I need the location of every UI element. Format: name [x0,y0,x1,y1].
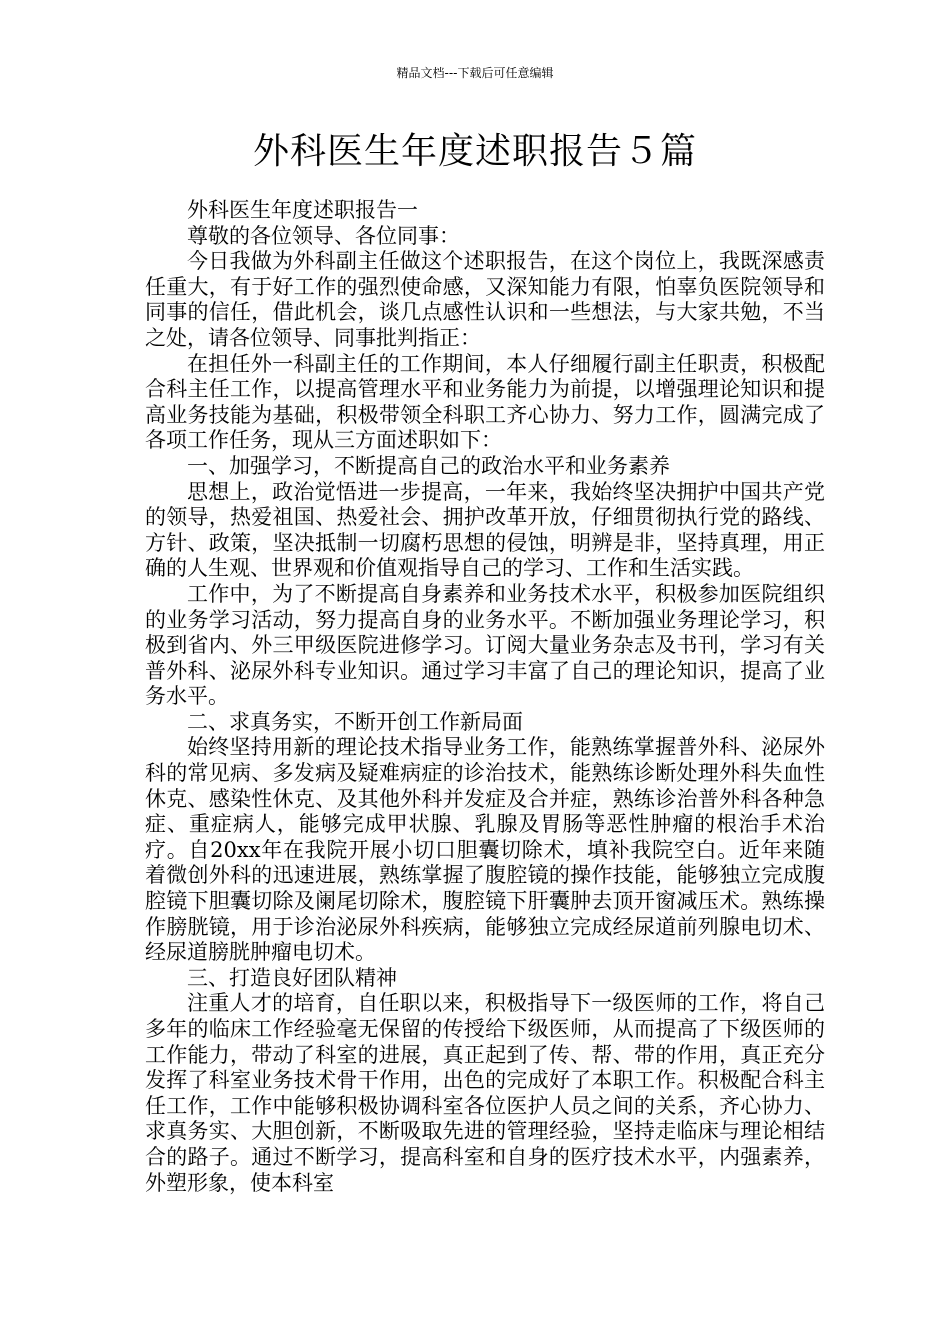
section-heading-report-one: 外科医生年度述职报告一 [187,198,418,222]
paragraph: 注重人才的培育，自任职以来，积极指导下一级医师的工作，将自己多年的临床工作经验毫无保留的传授给下级医师，从而提高了下级医师的工作能力，带动了科室的进展，真正起到了传、帮、带的作用，真正充分发挥了科室业务技术骨干作用，出色的完成好了本职工作。积极配合科主任工作，工作中能够积极协调科室各位医护人员之间的关系，齐心协力、求真务实、大胆创新，不断吸取先进的管理经验，坚持走临床与理论相结合的路子。通过不断学习，提高科室和自身的医疗技术水平，内强素养，外塑形象，使本科室 [145,991,825,1195]
paragraph: 工作中，为了不断提高自身素养和业务技术水平，积极参加医院组织的业务学习活动，努力提高自身的业务水平。不断加强业务理论学习，积极到省内、外三甲级医院进修学习。订阅大量业务杂志及书刊，学习有关普外科、泌尿外科专业知识。通过学习丰富了自己的理论知识，提高了业务水平。 [145,581,825,709]
paragraph: 始终坚持用新的理论技术指导业务工作，能熟练掌握普外科、泌尿外科的常见病、多发病及疑难病症的诊治技术，能熟练诊断处理外科失血性休克、感染性休克、及其他外科并发症及合并症，熟练诊治普外科各种急症、重症病人，能够完成甲状腺、乳腺及胃肠等恶性肿瘤的根治手术治疗。自20xx年在我院开展小切口胆囊切除术，填补我院空白。近年来随着微创外科的迅速进展，熟练掌握了腹腔镜的操作技能，能够独立完成腹腔镜下胆囊切除及阑尾切除术，腹腔镜下肝囊肿去顶开窗减压术。熟练操作膀胱镜，用于诊治泌尿外科疾病，能够独立完成经尿道前列腺电切术、经尿道膀胱肿瘤电切术。 [145,735,825,965]
document-body [145,198,825,1196]
salutation: 尊敬的各位领导、各位同事： [187,223,460,248]
section-heading: 三、打造良好团队精神 [187,965,397,990]
document-title: 外科医生年度述职报告５篇 [252,131,697,172]
paragraph: 在担任外一科副主任的工作期间，本人仔细履行副主任职责，积极配合科主任工作，以提高管理水平和业务能力为前提，以增强理论知识和提高业务技能为基础，积极带领全科职工齐心协力、努力工作，圆满完成了各项工作任务，现从三方面述职如下： [145,351,825,453]
section-heading: 一、加强学习，不断提高自己的政治水平和业务素养 [187,453,670,478]
section-heading: 二、求真务实，不断开创工作新局面 [187,709,523,734]
paragraph: 今日我做为外科副主任做这个述职报告，在这个岗位上，我既深感责任重大，有于好工作的强烈使命感，又深知能力有限，怕辜负医院领导和同事的信任，借此机会，谈几点感性认识和一些想法，与大家共勉，不当之处，请各位领导、同事批判指正： [145,249,825,350]
paragraph: 思想上，政治觉悟进一步提高，一年来，我始终坚决拥护中国共产党的领导，热爱祖国、热爱社会、拥护改革开放，仔细贯彻执行党的路线、方针、政策，坚决抵制一切腐朽思想的侵蚀，明辨是非，坚持真理，用正确的人生观、世界观和价值观指导自己的学习、工作和生活实践。 [145,479,825,581]
header-note: 精品文档---下载后可任意编辑 [396,66,554,80]
